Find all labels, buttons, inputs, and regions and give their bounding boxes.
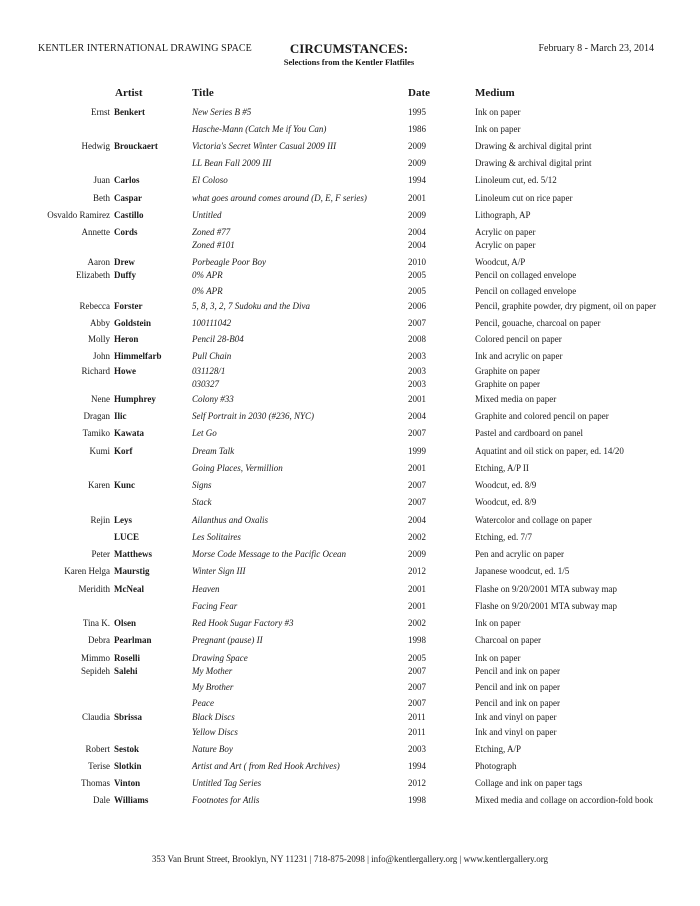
artwork-medium: Mixed media on paper — [475, 394, 557, 404]
table-row — [0, 300, 700, 312]
table-row — [0, 106, 700, 118]
artist-last-name: Salehi — [114, 666, 138, 676]
artist-last-name: Heron — [114, 334, 139, 344]
artwork-date: 2012 — [408, 778, 426, 788]
artist-first-name: Mimmo — [80, 653, 110, 663]
artwork-medium: Colored pencil on paper — [475, 334, 562, 344]
artwork-date: 2002 — [408, 532, 426, 542]
table-row — [0, 548, 700, 560]
artist-last-name: Matthews — [114, 549, 152, 559]
artist-first-name: Terise — [88, 761, 110, 771]
artwork-date: 2007 — [408, 497, 426, 507]
artwork-title: Ailanthus and Oxalis — [192, 515, 268, 525]
artwork-date: 2003 — [408, 351, 426, 361]
artist-first-name: Ernst — [91, 107, 110, 117]
artwork-medium: Graphite on paper — [475, 366, 540, 376]
artist-last-name: Humphrey — [114, 394, 156, 404]
artwork-title: Pull Chain — [192, 351, 232, 361]
table-row — [0, 269, 700, 281]
artist-last-name: Brouckaert — [114, 141, 158, 151]
table-row — [0, 285, 700, 297]
artist-last-name: Caspar — [114, 193, 143, 203]
table-row — [0, 496, 700, 508]
table-row — [0, 711, 700, 723]
artist-first-name: Elizabeth — [76, 270, 110, 280]
artist-first-name: Dragan — [83, 411, 110, 421]
artist-last-name: Williams — [114, 795, 149, 805]
artist-last-name: Benkert — [114, 107, 145, 117]
artist-first-name: Karen Helga — [64, 566, 110, 576]
artist-last-name: LUCE — [114, 532, 140, 542]
footer-contact: 353 Van Brunt Street, Brooklyn, NY 11231 | 718-875-2098 | info@kentlergallery.org | www.kentlergallery.org — [151, 854, 549, 864]
artwork-date: 2007 — [408, 428, 426, 438]
artwork-title: Zoned #101 — [192, 240, 235, 250]
artwork-medium: Acrylic on paper — [475, 240, 536, 250]
artwork-date: 2001 — [408, 463, 426, 473]
artwork-title: Untitled Tag Series — [192, 778, 262, 788]
artwork-date: 1994 — [408, 175, 426, 185]
artist-last-name: McNeal — [114, 584, 144, 594]
artwork-medium: Woodcut, ed. 8/9 — [475, 497, 537, 507]
artist-first-name: Peter — [91, 549, 110, 559]
table-row — [0, 743, 700, 755]
table-row — [0, 317, 700, 329]
artwork-date: 2004 — [408, 240, 426, 250]
exhibition-subtitle: Selections from the Kentler Flatfiles — [283, 57, 415, 67]
artist-last-name: Drew — [114, 257, 135, 267]
artwork-title: Signs — [192, 480, 212, 490]
artwork-medium: Drawing & archival digital print — [475, 141, 592, 151]
artist-first-name: Aaron — [87, 257, 110, 267]
artwork-medium: Photograph — [475, 761, 517, 771]
artwork-title: LL Bean Fall 2009 III — [192, 158, 272, 168]
artist-first-name: John — [92, 351, 110, 361]
artwork-date: 2007 — [408, 682, 426, 692]
artwork-date: 2011 — [408, 712, 426, 722]
artwork-title: Victoria's Secret Winter Casual 2009 III — [192, 141, 337, 151]
artwork-medium: Acrylic on paper — [475, 227, 536, 237]
artwork-title: Dream Talk — [192, 446, 235, 456]
artist-first-name: Kumi — [89, 446, 110, 456]
artwork-title: Self Portrait in 2030 (#236, NYC) — [192, 411, 315, 421]
exhibition-title: CIRCUMSTANCES: — [289, 41, 409, 56]
artwork-medium: Woodcut, A/P — [475, 257, 526, 267]
artwork-medium: Flashe on 9/20/2001 MTA subway map — [475, 601, 618, 611]
table-row — [0, 760, 700, 772]
artist-last-name: Roselli — [114, 653, 140, 663]
table-row — [0, 378, 700, 390]
artist-last-name: Castillo — [114, 210, 144, 220]
artwork-date: 2004 — [408, 411, 426, 421]
artwork-medium: Ink and vinyl on paper — [475, 712, 557, 722]
table-row — [0, 333, 700, 345]
artwork-date: 2005 — [408, 653, 426, 663]
artist-first-name: Meridith — [78, 584, 110, 594]
table-row — [0, 174, 700, 186]
artwork-medium: Etching, A/P — [475, 744, 522, 754]
artwork-title: Going Places, Vermillion — [192, 463, 283, 473]
table-row — [0, 617, 700, 629]
exhibition-dates: February 8 - March 23, 2014 — [538, 43, 654, 54]
artwork-medium: Etching, A/P II — [475, 463, 529, 473]
table-row — [0, 665, 700, 677]
artwork-title: New Series B #5 — [192, 107, 252, 117]
artwork-date: 2009 — [408, 549, 426, 559]
artwork-medium: Pencil on collaged envelope — [475, 270, 577, 280]
artwork-medium: Drawing & archival digital print — [475, 158, 592, 168]
artwork-title: Pregnant (pause) II — [192, 635, 263, 645]
artist-last-name: Howe — [114, 366, 136, 376]
table-row — [0, 726, 700, 738]
artwork-title: My Mother — [192, 666, 233, 676]
artwork-title: Drawing Space — [192, 653, 248, 663]
table-row — [0, 140, 700, 152]
artist-last-name: Sestok — [114, 744, 140, 754]
artist-last-name: Pearlman — [114, 635, 152, 645]
artwork-title: Zoned #77 — [192, 227, 231, 237]
table-row — [0, 157, 700, 169]
artwork-title: Red Hook Sugar Factory #3 — [192, 618, 294, 628]
table-row — [0, 565, 700, 577]
artwork-title: 030327 — [192, 379, 219, 389]
table-row — [0, 256, 700, 268]
artwork-title: Pencil 28-B04 — [192, 334, 244, 344]
artwork-title: Facing Fear — [192, 601, 238, 611]
artist-last-name: Kunc — [114, 480, 136, 490]
artwork-medium: Pencil, graphite powder, dry pigment, oil on paper — [475, 301, 657, 311]
artist-last-name: Himmelfarb — [114, 351, 162, 361]
artwork-title: what goes around comes around (D, E, F series) — [192, 193, 367, 203]
table-row — [0, 123, 700, 135]
artwork-medium: Collage and ink on paper tags — [475, 778, 583, 788]
artist-last-name: Korf — [114, 446, 133, 456]
artwork-date: 2007 — [408, 698, 426, 708]
table-row — [0, 350, 700, 362]
artwork-medium: Pencil on collaged envelope — [475, 286, 577, 296]
artist-first-name: Richard — [81, 366, 110, 376]
artwork-date: 1998 — [408, 795, 426, 805]
artwork-date: 1999 — [408, 446, 426, 456]
table-row — [0, 192, 700, 204]
artwork-title: El Coloso — [192, 175, 228, 185]
artwork-medium: Japanese woodcut, ed. 1/5 — [475, 566, 570, 576]
artist-first-name: Dale — [93, 795, 110, 805]
artwork-medium: Flashe on 9/20/2001 MTA subway map — [475, 584, 618, 594]
artist-last-name: Duffy — [114, 270, 136, 280]
artist-first-name: Tina K. — [82, 618, 110, 628]
artwork-date: 2009 — [408, 158, 426, 168]
artwork-date: 2003 — [408, 379, 426, 389]
table-row — [0, 445, 700, 457]
table-row — [0, 681, 700, 693]
artist-first-name: Tamiko — [82, 428, 110, 438]
artwork-title: 031128/1 — [192, 366, 226, 376]
column-header-date: Date — [408, 87, 430, 99]
artist-last-name: Olsen — [114, 618, 137, 628]
table-row — [0, 462, 700, 474]
artwork-date: 2006 — [408, 301, 426, 311]
artwork-title: Colony #33 — [192, 394, 234, 404]
artwork-date: 2009 — [408, 210, 426, 220]
artwork-date: 1998 — [408, 635, 426, 645]
table-row — [0, 365, 700, 377]
artwork-date: 2012 — [408, 566, 426, 576]
artwork-date: 2001 — [408, 193, 426, 203]
table-row — [0, 652, 700, 664]
artwork-title: 5, 8, 3, 2, 7 Sudoku and the Diva — [192, 301, 310, 311]
artist-last-name: Forster — [114, 301, 143, 311]
artist-first-name: Osvaldo Ramirez — [47, 210, 110, 220]
artwork-medium: Lithograph, AP — [475, 210, 531, 220]
artwork-medium: Graphite on paper — [475, 379, 540, 389]
artist-first-name: Beth — [93, 193, 110, 203]
column-header-artist: Artist — [115, 87, 143, 99]
artwork-medium: Pencil, gouache, charcoal on paper — [475, 318, 601, 328]
artwork-date: 2003 — [408, 366, 426, 376]
artwork-title: Nature Boy — [192, 744, 233, 754]
artist-last-name: Maurstig — [114, 566, 150, 576]
artist-first-name: Juan — [93, 175, 110, 185]
artist-first-name: Rebecca — [79, 301, 110, 311]
artwork-date: 2004 — [408, 227, 426, 237]
artwork-title: Heaven — [192, 584, 220, 594]
artwork-title: Artist and Art ( from Red Hook Archives) — [192, 761, 340, 771]
artwork-medium: Pencil and ink on paper — [475, 666, 560, 676]
artwork-title: Untitled — [192, 210, 222, 220]
artwork-medium: Ink on paper — [475, 107, 521, 117]
artwork-medium: Ink on paper — [475, 653, 521, 663]
artwork-title: Black Discs — [192, 712, 235, 722]
artwork-title: Footnotes for Atlis — [192, 795, 260, 805]
gallery-name: KENTLER INTERNATIONAL DRAWING SPACE — [38, 43, 252, 54]
artwork-title: Winter Sign III — [192, 566, 246, 576]
artist-first-name: Hedwig — [81, 141, 110, 151]
artist-first-name: Abby — [90, 318, 110, 328]
table-row — [0, 209, 700, 221]
artwork-medium: Etching, ed. 7/7 — [475, 532, 532, 542]
artwork-title: Morse Code Message to the Pacific Ocean — [192, 549, 346, 559]
table-row — [0, 239, 700, 251]
artwork-medium: Watercolor and collage on paper — [475, 515, 592, 525]
artwork-date: 2005 — [408, 286, 426, 296]
table-row — [0, 697, 700, 709]
column-header-medium: Medium — [475, 87, 515, 99]
artwork-date: 1986 — [408, 124, 426, 134]
artwork-date: 1995 — [408, 107, 426, 117]
artwork-medium: Pencil and ink on paper — [475, 698, 560, 708]
artwork-date: 2007 — [408, 480, 426, 490]
artwork-medium: Woodcut, ed. 8/9 — [475, 480, 537, 490]
artwork-title: Les Solitaires — [192, 532, 241, 542]
artist-last-name: Cords — [114, 227, 138, 237]
artwork-title: Let Go — [192, 428, 217, 438]
artwork-title: Stack — [192, 497, 212, 507]
artwork-date: 2003 — [408, 744, 426, 754]
artwork-date: 2001 — [408, 394, 426, 404]
artwork-date: 2002 — [408, 618, 426, 628]
table-row — [0, 531, 700, 543]
artwork-date: 2007 — [408, 666, 426, 676]
artist-last-name: Slotkin — [114, 761, 142, 771]
artwork-medium: Ink on paper — [475, 124, 521, 134]
artist-first-name: Molly — [87, 334, 110, 344]
artist-first-name: Nene — [91, 394, 110, 404]
table-row — [0, 634, 700, 646]
artist-first-name: Claudia — [82, 712, 110, 722]
artwork-title: Hasche-Mann (Catch Me if You Can) — [192, 124, 327, 134]
table-row — [0, 427, 700, 439]
artwork-date: 2011 — [408, 727, 426, 737]
artwork-medium: Pastel and cardboard on panel — [475, 428, 583, 438]
table-row — [0, 777, 700, 789]
artwork-medium: Aquatint and oil stick on paper, ed. 14/20 — [475, 446, 624, 456]
artist-last-name: Kawata — [114, 428, 144, 438]
table-row — [0, 226, 700, 238]
artwork-title: 100111042 — [192, 318, 232, 328]
artwork-medium: Ink on paper — [475, 618, 521, 628]
artist-last-name: Sbrissa — [114, 712, 143, 722]
artist-last-name: Goldstein — [114, 318, 152, 328]
artwork-date: 2010 — [408, 257, 426, 267]
table-row — [0, 583, 700, 595]
artist-first-name: Annette — [81, 227, 110, 237]
artwork-title: Porbeagle Poor Boy — [192, 257, 266, 267]
artwork-medium: Mixed media and collage on accordion-fold book — [475, 795, 653, 805]
artist-first-name: Robert — [85, 744, 110, 754]
artist-first-name: Sepideh — [81, 666, 110, 676]
artwork-medium: Graphite and colored pencil on paper — [475, 411, 609, 421]
artwork-date: 2007 — [408, 318, 426, 328]
artwork-title: 0% APR — [192, 270, 223, 280]
table-row — [0, 393, 700, 405]
artwork-date: 2005 — [408, 270, 426, 280]
artwork-title: Peace — [192, 698, 214, 708]
artwork-date: 2001 — [408, 601, 426, 611]
artwork-title: 0% APR — [192, 286, 223, 296]
artwork-date: 1994 — [408, 761, 426, 771]
artwork-date: 2004 — [408, 515, 426, 525]
artwork-medium: Charcoal on paper — [475, 635, 541, 645]
artwork-medium: Ink and vinyl on paper — [475, 727, 557, 737]
table-row — [0, 514, 700, 526]
artwork-title: My Brother — [192, 682, 234, 692]
artist-first-name: Karen — [88, 480, 110, 490]
artwork-date: 2009 — [408, 141, 426, 151]
artwork-medium: Ink and acrylic on paper — [475, 351, 563, 361]
artist-last-name: Ilic — [114, 411, 127, 421]
artwork-medium: Pen and acrylic on paper — [475, 549, 564, 559]
artwork-medium: Pencil and ink on paper — [475, 682, 560, 692]
artwork-title: Yellow Discs — [192, 727, 238, 737]
artist-last-name: Carlos — [114, 175, 140, 185]
artwork-date: 2008 — [408, 334, 426, 344]
artist-last-name: Leys — [114, 515, 132, 525]
artist-first-name: Rejin — [90, 515, 110, 525]
table-row — [0, 794, 700, 806]
table-row — [0, 479, 700, 491]
table-row — [0, 410, 700, 422]
table-row — [0, 600, 700, 612]
artwork-date: 2001 — [408, 584, 426, 594]
column-header-title: Title — [192, 87, 214, 99]
artwork-medium: Linoleum cut, ed. 5/12 — [475, 175, 557, 185]
artist-first-name: Debra — [88, 635, 110, 645]
artist-first-name: Thomas — [81, 778, 110, 788]
artist-last-name: Vinton — [114, 778, 141, 788]
artwork-medium: Linoleum cut on rice paper — [475, 193, 573, 203]
